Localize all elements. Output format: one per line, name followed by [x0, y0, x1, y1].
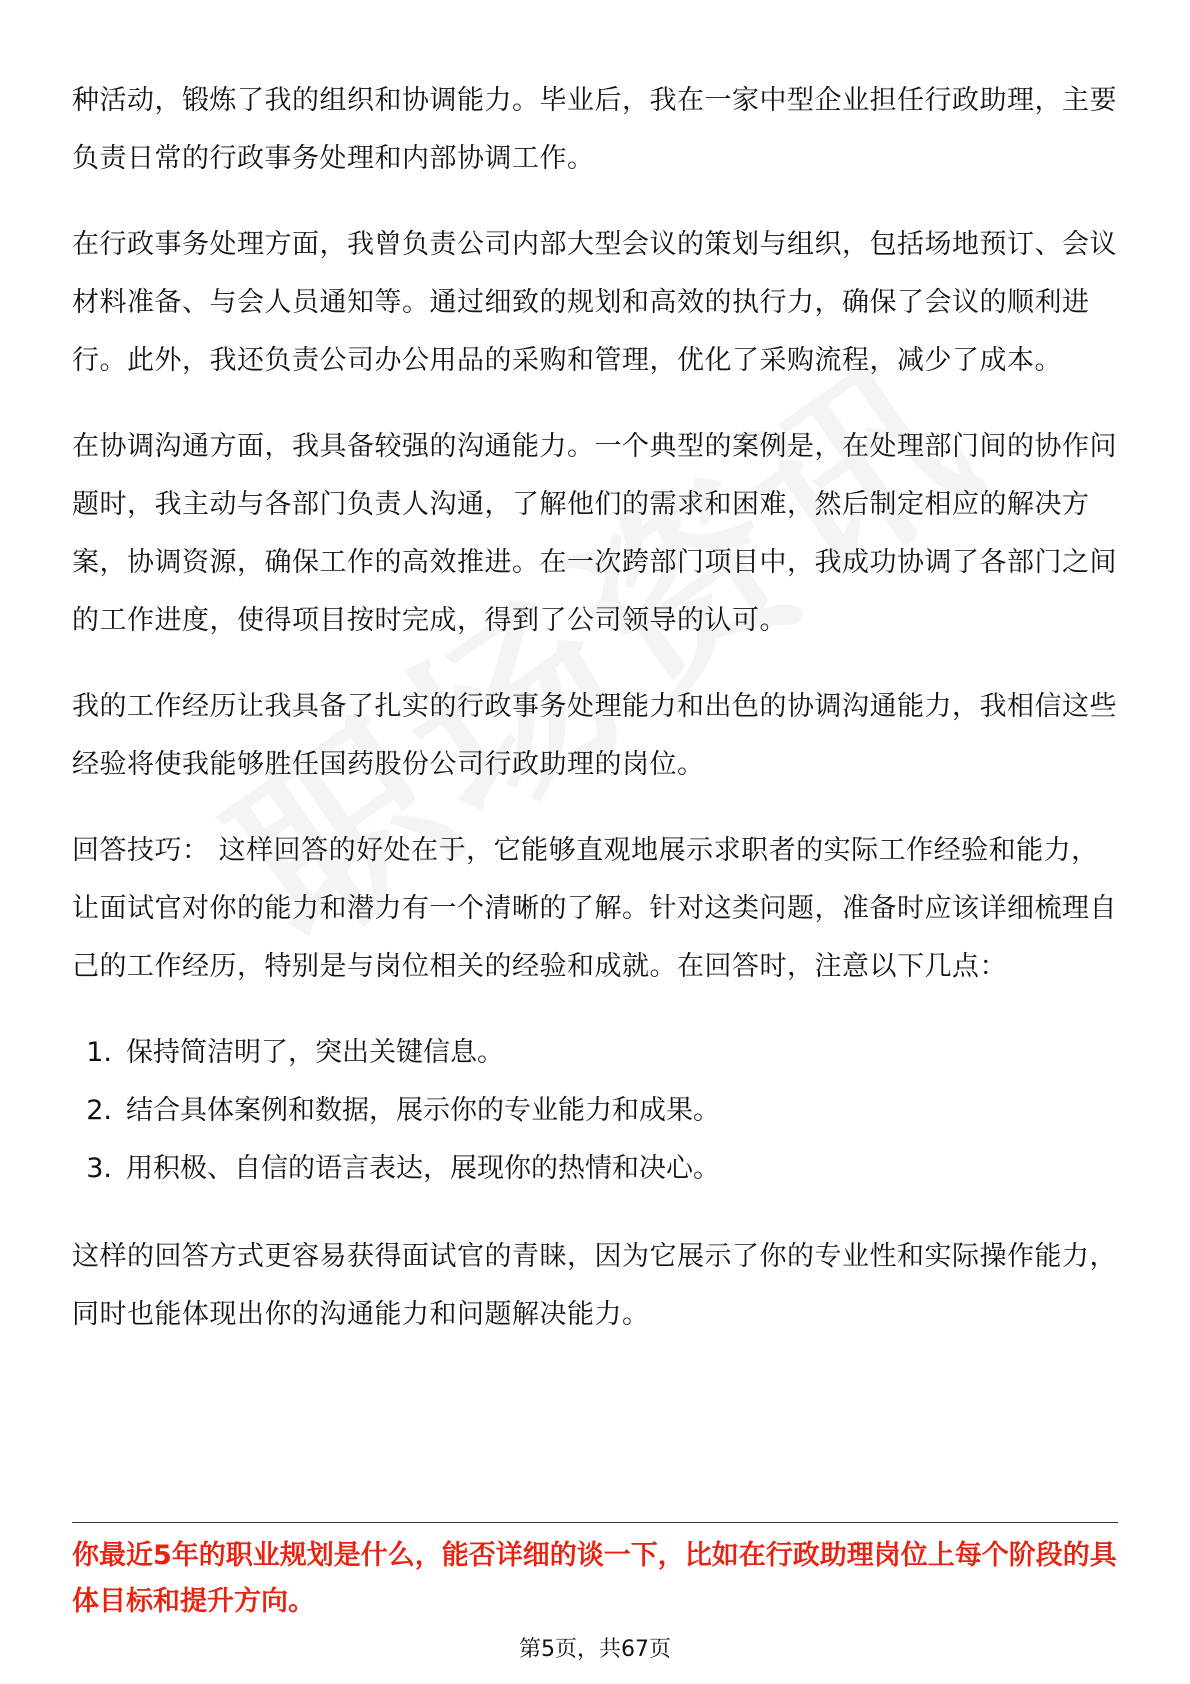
next-question-heading: 你最近5年的职业规划是什么，能否详细的谈一下，比如在行政助理岗位上每个阶段的具体目标和提升方向。: [72, 1540, 1117, 1617]
list-item-number: 2.: [86, 1095, 112, 1126]
paragraph-coordination: 在协调沟通方面，我具备较强的沟通能力。一个典型的案例是，在处理部门间的协作问题时，我主动与各部门负责人沟通，了解他们的需求和困难，然后制定相应的解决方案，协调资源，确保工作的高效推进。在一次跨部门项目中，我成功协调了各部门之间的工作进度，使得项目按时完成，得到了公司领导的认可。: [72, 431, 1117, 636]
answer-body: [72, 14, 1118, 1372]
paragraph-conclusion: 这样的回答方式更容易获得面试官的青睐，因为它展示了你的专业性和实际操作能力，同时也能体现出你的沟通能力和问题解决能力。: [72, 1241, 1117, 1330]
list-item-number: 1.: [86, 1037, 112, 1068]
paragraph-admin-affairs: 在行政事务处理方面，我曾负责公司内部大型会议的策划与组织，包括场地预订、会议材料准备、与会人员通知等。通过细致的规划和高效的执行力，确保了会议的顺利进行。此外，我还负责公司办公用品的采购和管理，优化了采购流程，减少了成本。: [72, 229, 1117, 376]
paragraph-intro-continued: 种活动，锻炼了我的组织和协调能力。毕业后，我在一家中型企业担任行政助理，主要负责日常的行政事务处理和内部协调工作。: [72, 85, 1117, 174]
list-item-text: 用积极、自信的语言表达，展现你的热情和决心。: [126, 1153, 720, 1184]
paragraph-answer-tips: 回答技巧： 这样回答的好处在于，它能够直观地展示求职者的实际工作经验和能力，让面试官对你的能力和潜力有一个清晰的了解。针对这类问题，准备时应该详细梳理自己的工作经历，特别是与岗位相关的经验和成就。在回答时，注意以下几点：: [72, 835, 1117, 982]
section-divider: [72, 1522, 1118, 1523]
list-item-text: 结合具体案例和数据，展示你的专业能力和成果。: [126, 1095, 720, 1126]
paragraph-summary: 我的工作经历让我具备了扎实的行政事务处理能力和出色的协调沟通能力，我相信这些经验将使我能够胜任国药股份公司行政助理的岗位。: [72, 691, 1117, 780]
page-footer: 第5页，共67页: [519, 1637, 671, 1662]
list-item-number: 3.: [86, 1153, 112, 1184]
list-item-text: 保持简洁明了，突出关键信息。: [126, 1037, 504, 1068]
list-item: [72, 1082, 1118, 1140]
list-item: [72, 1140, 1118, 1198]
list-item: [72, 1024, 1118, 1082]
tips-list: [72, 1024, 1118, 1198]
